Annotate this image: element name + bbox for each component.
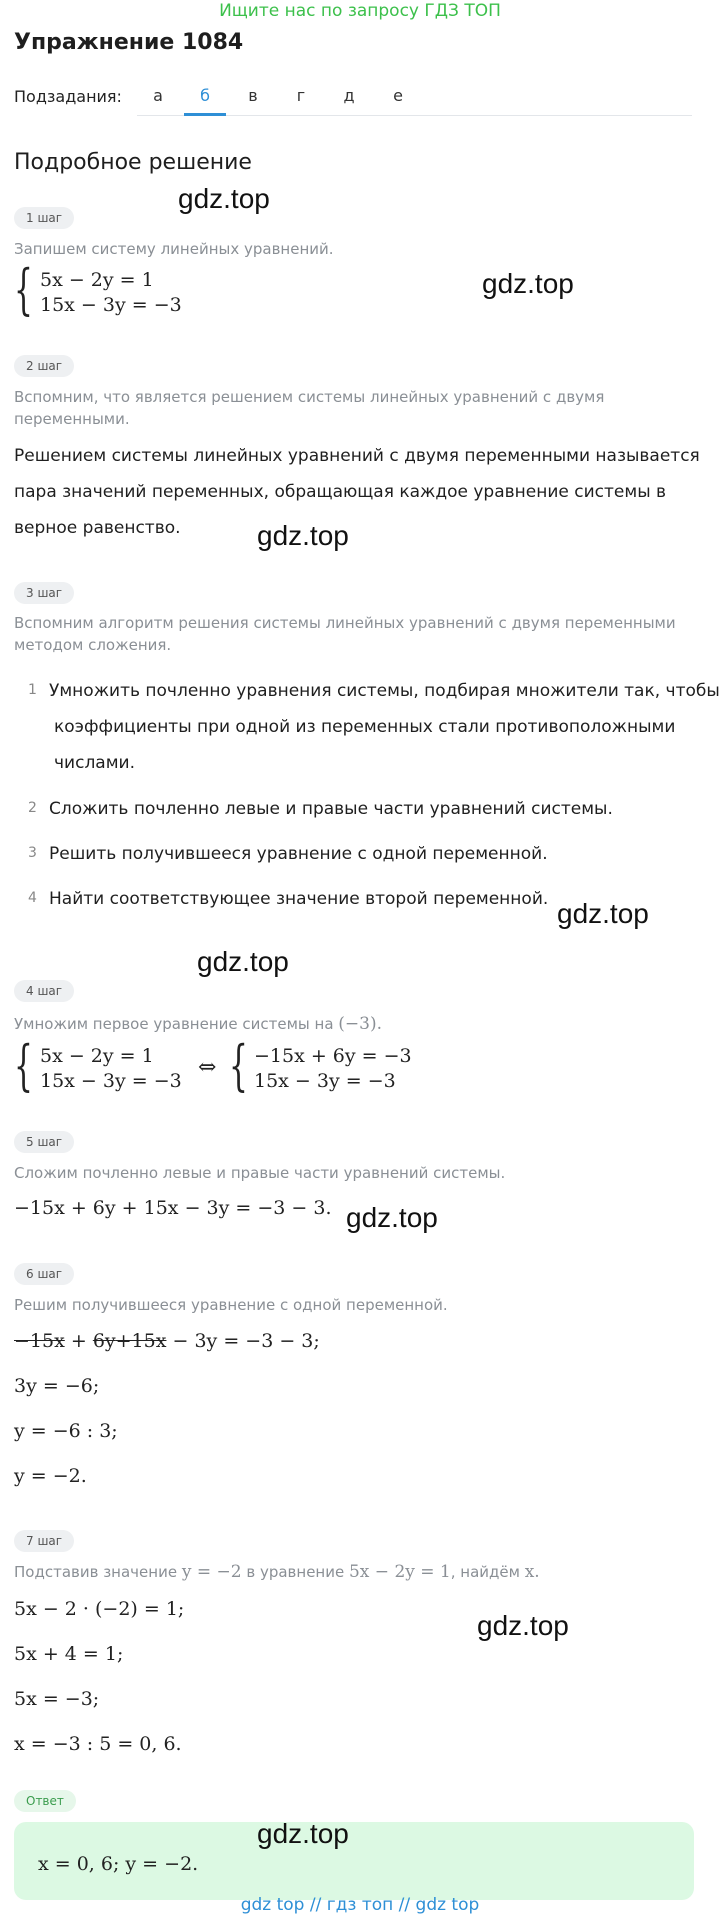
step-hint-text: Подставив значение	[14, 1563, 178, 1581]
search-banner[interactable]: Ищите нас по запросу ГДЗ ТОП	[219, 1, 501, 21]
watermark: gdz.top	[257, 1818, 349, 1849]
answer-math: x = 0, 6; y = −2.	[38, 1853, 199, 1875]
tab-a[interactable]: а	[153, 86, 163, 105]
list-number: 3	[28, 845, 37, 861]
step-chip: 7 шаг	[14, 1530, 74, 1552]
tab-b[interactable]: б	[184, 83, 226, 116]
watermark: gdz.top	[346, 1202, 438, 1233]
answer-chip: Ответ	[14, 1790, 76, 1812]
hint-math: 5x − 2y = 1	[348, 1562, 451, 1582]
tab-g[interactable]: г	[296, 86, 306, 105]
footer-links[interactable]: gdz top // гдз топ // gdz top	[240, 1895, 480, 1915]
equation	[14, 1328, 320, 1354]
step-hint: Запишем систему линейных уравнений.	[14, 240, 334, 258]
step-hint: Сложим почленно левые и правые части уравнений системы.	[14, 1164, 506, 1182]
equation: y = −2.	[14, 1465, 87, 1487]
definition-text: верное равенство.	[14, 518, 181, 538]
step-chip: 4 шаг	[14, 980, 74, 1002]
step-chip: 1 шаг	[14, 207, 74, 229]
step-hint-text: Умножим первое уравнение системы на	[14, 1015, 334, 1033]
struck-term: +15x	[115, 1330, 167, 1352]
list-item: Решить получившееся уравнение с одной переменной.	[49, 844, 548, 864]
equation: 15x − 3y = −3	[40, 294, 182, 316]
list-item: коэффициенты при одной из переменных стали противоположными	[54, 717, 676, 737]
tab-e[interactable]: е	[393, 86, 403, 105]
list-item: числами.	[54, 753, 135, 773]
watermark: gdz.top	[557, 898, 649, 929]
system-brace: {	[14, 1034, 33, 1097]
equation: 15x − 3y = −3	[40, 1070, 182, 1092]
hint-math: y = −2	[181, 1562, 242, 1582]
page-title: Упражнение 1084	[14, 30, 244, 55]
watermark: gdz.top	[477, 1610, 569, 1641]
system-brace: {	[14, 258, 33, 321]
step-chip: 5 шаг	[14, 1131, 74, 1153]
step-hint-text: в уравнение	[246, 1563, 345, 1581]
watermark: gdz.top	[197, 946, 289, 977]
watermark: gdz.top	[257, 520, 349, 551]
struck-term: −15x	[14, 1330, 65, 1352]
hint-math: (−3).	[338, 1014, 383, 1034]
equation: 5x + 4 = 1;	[14, 1643, 124, 1665]
step-hint: Вспомним алгоритм решения системы линейных уравнений с двумя переменными	[14, 614, 676, 632]
equation: 5x − 2y = 1	[40, 269, 154, 291]
step-hint: Решим получившееся уравнение с одной переменной.	[14, 1296, 448, 1314]
list-number: 1	[28, 682, 37, 698]
tab-v[interactable]: в	[248, 86, 258, 105]
list-item: Найти соответствующее значение второй переменной.	[49, 889, 549, 909]
system-brace: {	[229, 1034, 248, 1097]
equation: −15x + 6y + 15x − 3y = −3 − 3.	[14, 1197, 332, 1219]
watermark: gdz.top	[482, 268, 574, 299]
step-hint: переменными.	[14, 410, 130, 428]
equation: 5x − 2 · (−2) = 1;	[14, 1598, 185, 1620]
equiv-sign: ⇔	[198, 1055, 217, 1080]
step-hint: методом сложения.	[14, 636, 172, 654]
equation: 3y = −6;	[14, 1375, 100, 1397]
list-number: 2	[28, 800, 37, 816]
step-hint	[14, 1559, 540, 1585]
step-hint: Вспомним, что является решением системы линейных уравнений с двумя	[14, 388, 605, 406]
step-chip: 2 шаг	[14, 355, 74, 377]
definition-text: пара значений переменных, обращающая каждое уравнение системы в	[14, 482, 667, 502]
equation: 15x − 3y = −3	[254, 1070, 396, 1092]
tab-d[interactable]: д	[343, 86, 355, 105]
struck-term: 6y	[92, 1330, 116, 1352]
subtasks-tabs	[137, 83, 692, 116]
step-chip: 3 шаг	[14, 582, 74, 604]
subtasks-label: Подзадания:	[14, 87, 122, 106]
list-item: Умножить почленно уравнения системы, подбирая множители так, чтобы	[49, 681, 720, 701]
solution-title: Подробное решение	[14, 150, 252, 175]
list-number: 4	[28, 890, 37, 906]
equation-part: +	[64, 1330, 93, 1352]
equation: 5x = −3;	[14, 1688, 100, 1710]
equation-part: − 3y = −3 − 3;	[166, 1330, 320, 1352]
equation: x = −3 : 5 = 0, 6.	[14, 1733, 182, 1755]
definition-text: Решением системы линейных уравнений с двумя переменными называется	[14, 446, 700, 466]
equation: y = −6 : 3;	[14, 1420, 118, 1442]
watermark: gdz.top	[178, 183, 270, 214]
step-hint-text: , найдём	[450, 1563, 520, 1581]
equation: 5x − 2y = 1	[40, 1045, 154, 1067]
list-item: Сложить почленно левые и правые части уравнений системы.	[49, 799, 613, 819]
step-hint	[14, 1011, 382, 1037]
hint-math: x.	[524, 1562, 540, 1582]
step-chip: 6 шаг	[14, 1263, 74, 1285]
equation: −15x + 6y = −3	[254, 1045, 412, 1067]
